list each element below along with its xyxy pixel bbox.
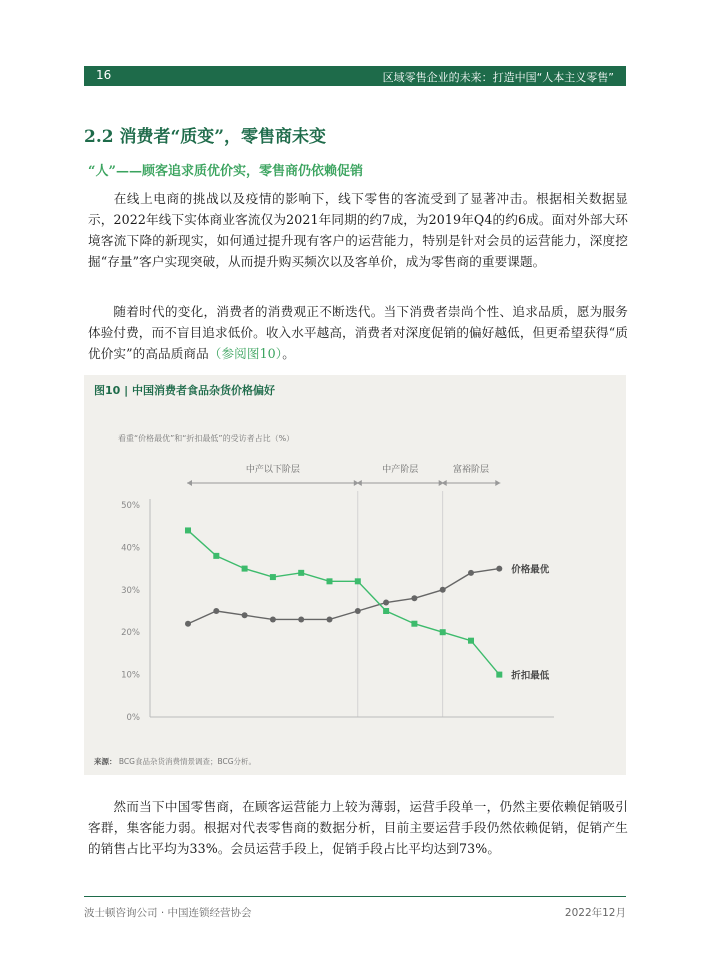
data-point xyxy=(496,566,502,572)
figure-10 xyxy=(84,375,626,775)
data-point xyxy=(355,608,361,614)
paragraph-1-text: 在线上电商的挑战以及疫情的影响下，线下零售的客流受到了显著冲击。根据相关数据显示，2022年线下实体商业客流仅为2021年同期的约7成，为2019年Q4的约6成。面对外部大环境客流下降的新现实，如何通过提升现有客户的运营能力，特别是针对会员的运营能力，深度挖掘“存量”客户实现突破，从而提升购买频次以及客单价，成为零售商的重要课题。 xyxy=(88,191,628,269)
data-point xyxy=(411,621,417,627)
line-chart xyxy=(84,375,626,775)
y-tick-label: 10% xyxy=(121,670,140,681)
figure-reference-link[interactable]: （参阅图10） xyxy=(208,346,283,361)
group-arrow-left-3 xyxy=(442,480,447,486)
footer-date: 2022年12月 xyxy=(564,907,626,919)
y-axis-label: 看重“价格最优”和“折扣最低”的受访者占比（%） xyxy=(118,434,295,443)
series-line-2 xyxy=(188,530,499,674)
data-point xyxy=(496,672,502,678)
page-number: 16 xyxy=(96,68,112,82)
group-arrow-right-3 xyxy=(495,480,500,486)
data-point xyxy=(242,612,248,618)
data-point xyxy=(440,587,446,593)
footer-publisher: 波士顿咨询公司 · 中国连锁经营协会 xyxy=(84,907,252,919)
data-point xyxy=(213,553,219,559)
section-heading: 2.2 消费者“质变”，零售商未变 xyxy=(84,127,327,147)
data-point xyxy=(242,566,248,572)
source-label: 来源： xyxy=(94,757,117,766)
group-label-1: 中产以下阶层 xyxy=(245,465,300,475)
paragraph-1 xyxy=(88,188,628,272)
source-note xyxy=(94,756,256,767)
y-tick-label: 0% xyxy=(126,713,140,723)
data-point xyxy=(383,608,389,614)
y-tick-label: 40% xyxy=(121,543,140,554)
figure-title: 图10 | 中国消费者食品杂货价格偏好 xyxy=(94,384,275,397)
data-point xyxy=(468,570,474,576)
y-tick-label: 30% xyxy=(121,585,140,596)
paragraph-3-text: 然而当下中国零售商，在顾客运营能力上较为薄弱，运营手段单一，仍然主要依赖促销吸引客群，集客能力弱。根据对代表零售商的数据分析，目前主要运营手段仍然依赖促销，促销产生的销售占比平均为33%。会员运营手段上，促销手段占比平均达到73%。 xyxy=(88,799,628,856)
paragraph-2-end: 。 xyxy=(282,346,295,361)
paragraph-2 xyxy=(88,301,628,364)
y-tick-label: 20% xyxy=(121,628,140,639)
y-tick-label: 50% xyxy=(121,501,140,511)
group-arrow-left-1 xyxy=(187,480,192,486)
data-point xyxy=(440,629,446,635)
series-line-1 xyxy=(188,569,499,624)
data-point xyxy=(355,578,361,584)
paragraph-3 xyxy=(88,796,628,859)
data-point xyxy=(270,616,276,622)
series-label-2: 折扣最低 xyxy=(511,670,550,682)
header-bar xyxy=(84,66,626,86)
data-point xyxy=(411,595,417,601)
data-point xyxy=(213,608,219,614)
data-point xyxy=(298,616,304,622)
group-label-2: 中产阶层 xyxy=(382,465,419,475)
data-point xyxy=(185,621,191,627)
footer-divider xyxy=(84,896,626,897)
running-title: 区域零售企业的未来：打造中国“人本主义零售” xyxy=(382,71,614,84)
sub-heading: “人”——顾客追求质优价实，零售商仍依赖促销 xyxy=(88,164,363,179)
data-point xyxy=(298,570,304,576)
source-text: BCG食品杂货消费情景调查；BCG分析。 xyxy=(118,757,257,766)
paragraph-2-text: 随着时代的变化，消费者的消费观正不断迭代。当下消费者崇尚个性、追求品质，愿为服务体验付费，而不盲目追求低价。收入水平越高，消费者对深度促销的偏好越低，但更希望获得“质优价实”的高品质商品 xyxy=(88,304,628,361)
data-point xyxy=(383,600,389,606)
data-point xyxy=(468,638,474,644)
group-arrow-left-2 xyxy=(357,480,362,486)
group-label-3: 富裕阶层 xyxy=(452,465,490,475)
data-point xyxy=(270,574,276,580)
data-point xyxy=(185,527,191,533)
data-point xyxy=(327,578,333,584)
series-label-1: 价格最优 xyxy=(511,564,550,576)
data-point xyxy=(327,616,333,622)
